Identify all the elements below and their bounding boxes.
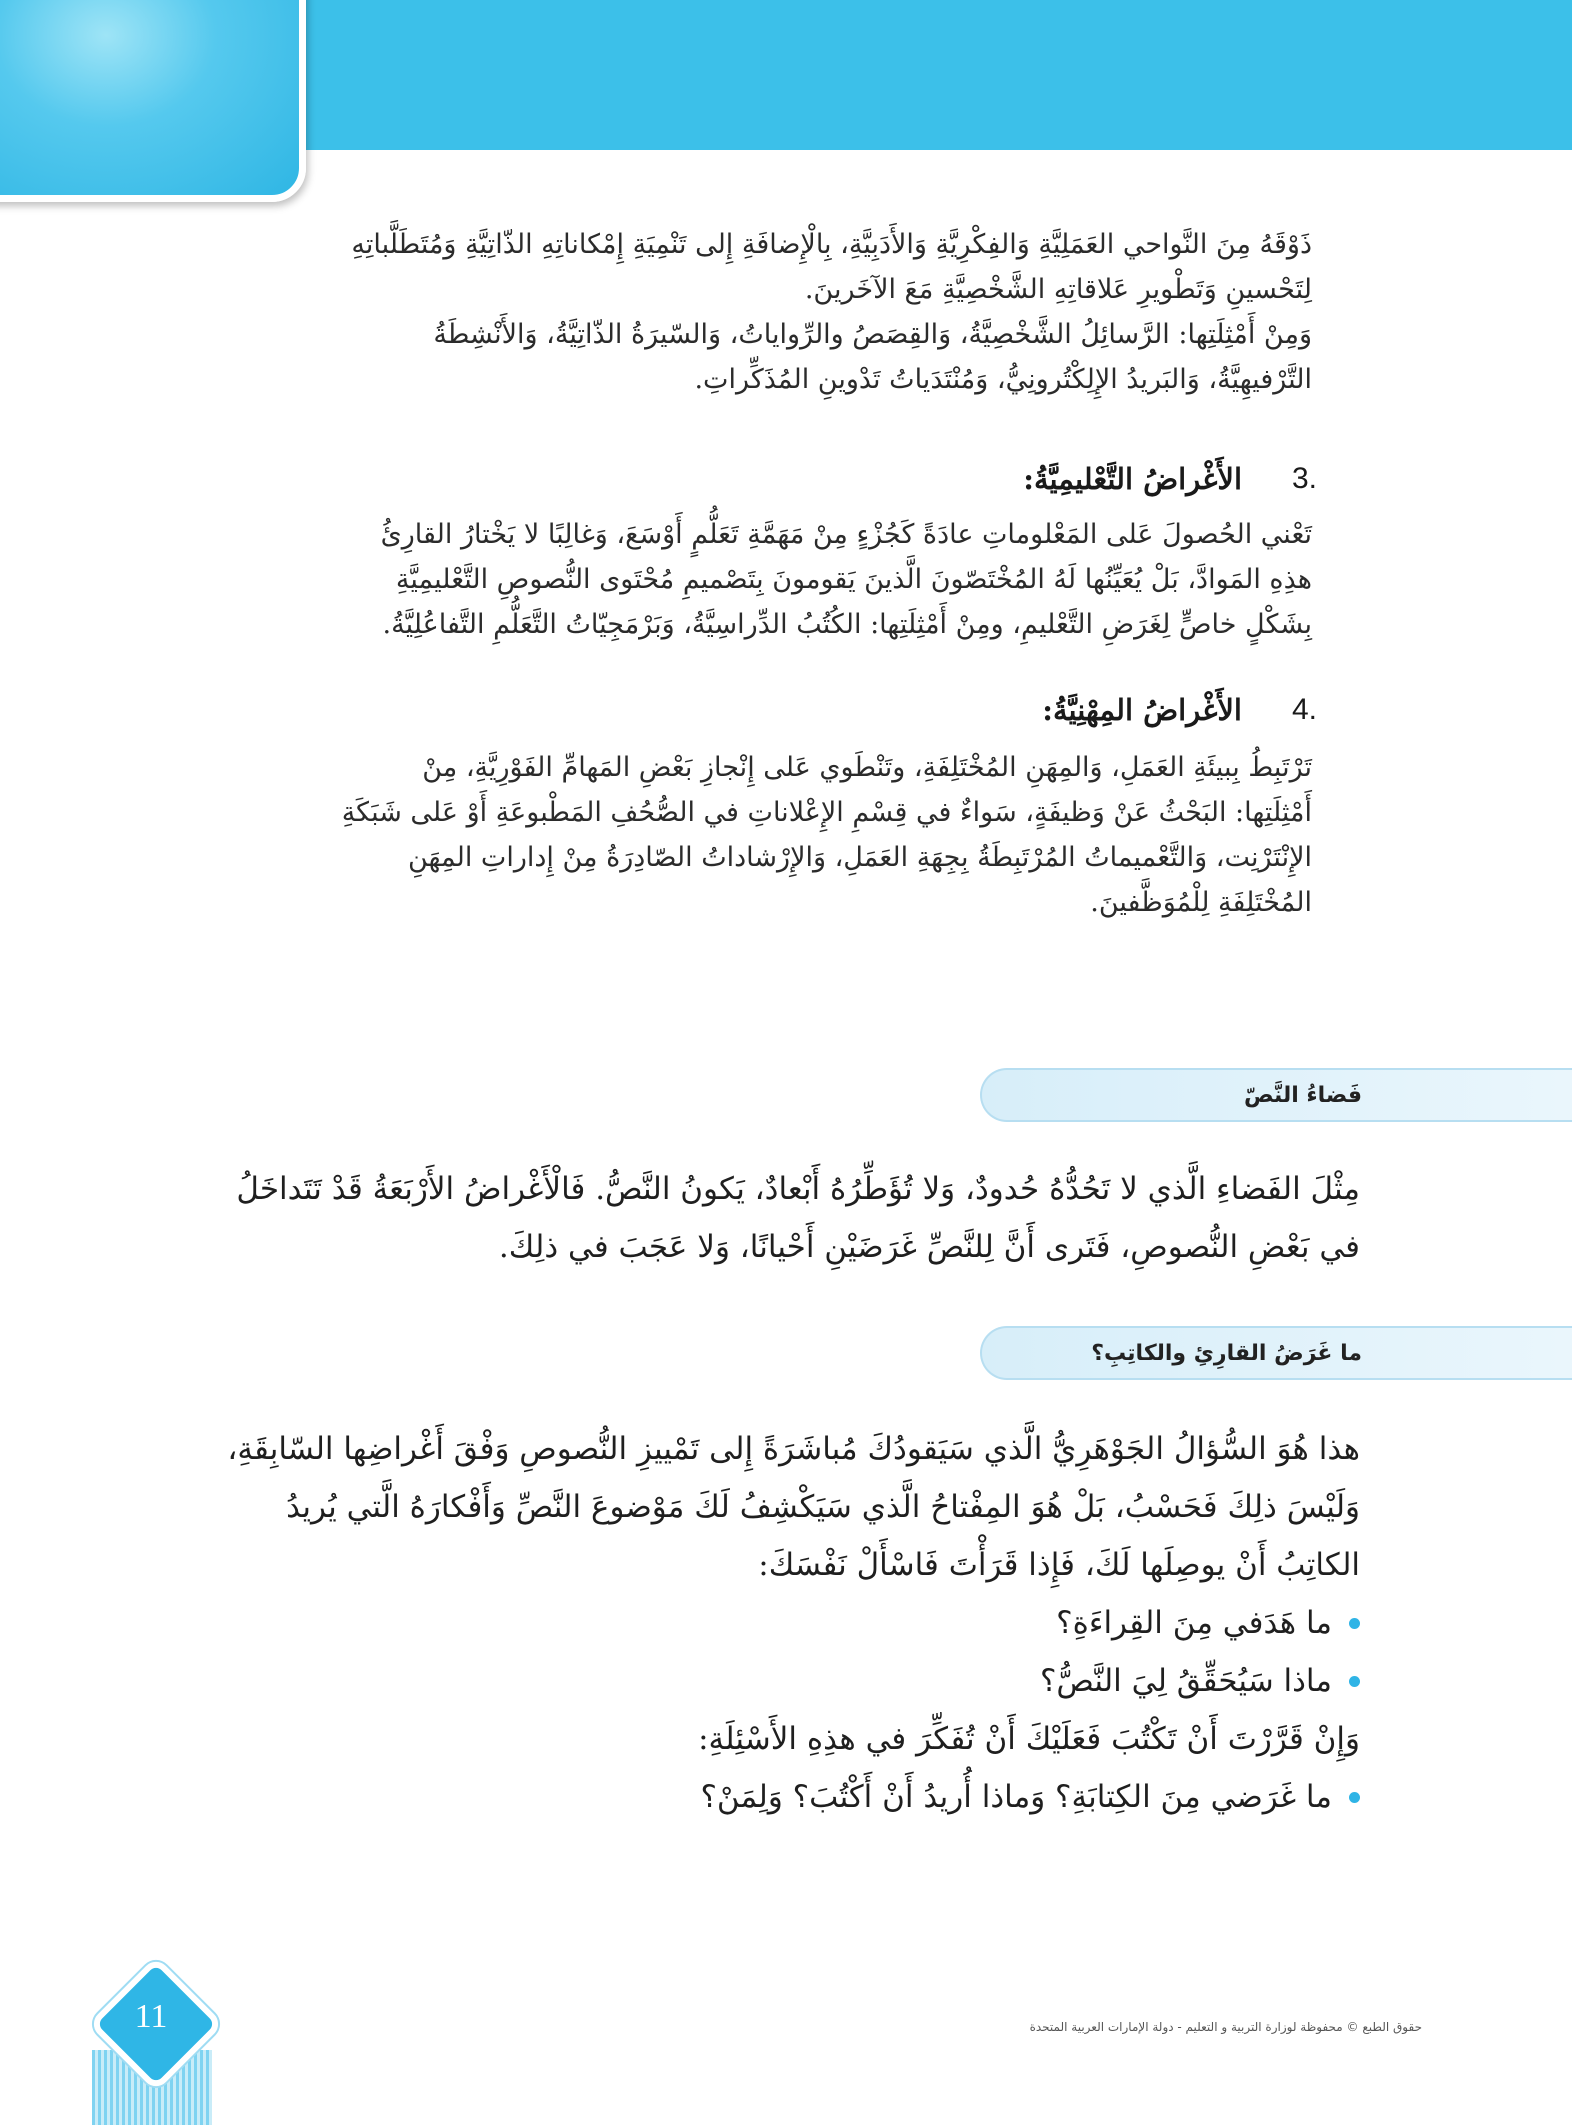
list-item: ما هَدَفي مِنَ القِراءَةِ؟ xyxy=(150,1594,1360,1652)
item-4-line: تَرْتَبِطُ بِبيئَةِ العَمَلِ، وَالمِهَنِ المُخْتَلِفَةِ، وتَنْطَوي عَلى إِنْجازِ بَعْضِ المَهامِّ الفَوْرِيَّةِ، مِنْ xyxy=(422,752,1312,783)
item-4-heading: الأَغْراضُ المِهْنِيَّةُ: xyxy=(1042,693,1242,727)
intro-line: لِتَحْسينِ وَتَطْويرِ عَلاقاتِهِ الشَّخْصِيَّةِ مَعَ الآخَرينَ. xyxy=(804,274,1312,305)
purpose-line: الكاتِبُ أَنْ يوصِلَها لَكَ، فَإِذا قَرَأْتَ فَاسْأَلْ نَفْسَكَ: xyxy=(758,1547,1360,1583)
page-number: 11 xyxy=(134,1998,168,2035)
purpose-paragraph xyxy=(150,1420,1360,1826)
item-3-line: هذِهِ المَوادَّ، بَلْ يُعَيِّنُها لَهُ المُخْتَصّونَ الَّذينَ يَقومونَ بِتَصْميمِ مُحْتَوى النُّصوصِ التَّعْليمِيَّةِ xyxy=(395,564,1312,595)
item-3-line: بِشَكْلٍ خاصٍّ لِغَرَضِ التَّعْليمِ، ومِنْ أَمْثِلَتِها: الكُتُبُ الدِّراسِيَّةُ، وَبَرْمَجِيّاتُ التَّعَلُّمِ التَّفاعُلِيَّةُ. xyxy=(382,609,1312,640)
section-header-text-space xyxy=(980,1068,1572,1122)
purpose-transition: وَإِنْ قَرَّرْتَ أَنْ تَكْتُبَ فَعَلَيْكَ أَنْ تُفَكِّرَ في هذِهِ الأَسْئِلَةِ: xyxy=(698,1721,1360,1757)
section-title: ما غَرَضُ القارِئِ والكاتِبِ؟ xyxy=(1091,1341,1362,1366)
list-item: ما غَرَضي مِنَ الكِتابَةِ؟ وَماذا أُريدُ أَنْ أَكْتُبَ؟ وَلِمَنْ؟ xyxy=(150,1768,1360,1826)
intro-paragraph xyxy=(150,222,1312,402)
item-3-number: 3. xyxy=(1292,462,1318,495)
item-4-line: أَمْثِلَتِها: البَحْثُ عَنْ وَظيفَةٍ، سَواءٌ في قِسْمِ الإِعْلاناتِ في الصُّحُفِ المَطْبوعَةِ أَوْ عَلى شَبَكَةِ xyxy=(341,797,1312,828)
intro-line: التَّرْفيهِيَّةُ، وَالبَريدُ الإِلِكْتُرونِيُّ، وَمُنْتَدَياتُ تَدْوينِ المُذَكِّراتِ. xyxy=(694,364,1312,395)
corner-decoration xyxy=(0,0,306,202)
purpose-line: وَلَيْسَ ذلِكَ فَحَسْبُ، بَلْ هُوَ المِفْتاحُ الَّذي سَيَكْشِفُ لَكَ مَوْضوعَ النَّصِّ وَأَفْكارَهُ الَّتي يُريدُ xyxy=(286,1489,1360,1525)
list-item: ماذا سَيُحَقِّقُ لِيَ النَّصُّ؟ xyxy=(150,1652,1360,1710)
section-title: فَضاءُ النَّصّ xyxy=(1243,1083,1362,1108)
text-space-line: في بَعْضِ النُّصوصِ، فَتَرى أَنَّ لِلنَّصِّ غَرَضَيْنِ أَحْيانًا، وَلا عَجَبَ في ذلِكَ. xyxy=(498,1229,1360,1265)
reading-questions-list xyxy=(150,1594,1360,1710)
item-4-line: الإِنْتَرْنِت، وَالتَّعْميماتُ المُرْتَبِطَةُ بِجِهَةِ العَمَلِ، وَالإِرْشاداتُ الصّادِرَةُ مِنْ إِداراتِ المِهَنِ xyxy=(408,842,1312,873)
text-space-paragraph xyxy=(150,1160,1360,1276)
copyright-footer: حقوق الطبع © محفوظة لوزارة التربية و التعليم - دولة الإمارات العربية المتحدة xyxy=(1029,2020,1422,2034)
writing-questions-list xyxy=(150,1768,1360,1826)
item-4-body xyxy=(150,745,1312,925)
item-3-heading: الأَغْراضُ التَّعْليمِيَّةُ: xyxy=(1023,462,1242,496)
item-4-line: المُخْتَلِفَةِ لِلْمُوَظَّفينَ. xyxy=(1090,887,1312,918)
page-number-badge xyxy=(92,1960,210,2078)
intro-line: وَمِنْ أَمْثِلَتِها: الرَّسائِلُ الشَّخْصِيَّةُ، وَالقِصَصُ والرِّواياتُ، وَالسّيرَةُ الذّاتِيَّةُ، وَالأَنْشِطَةُ xyxy=(433,319,1312,350)
item-3-body xyxy=(150,512,1312,647)
purpose-line: هذا هُوَ السُّؤالُ الجَوْهَرِيُّ الَّذي سَيَقودُكَ مُباشَرَةً إِلى تَمْييزِ النُّصوصِ وَفْقَ أَغْراضِها السّابِقَةِ، xyxy=(227,1431,1360,1467)
intro-line: ذَوْقَهُ مِنَ النَّواحي العَمَلِيَّةِ وَالفِكْرِيَّةِ وَالأَدَبِيَّةِ، بِالْإِضافَةِ إِلى تَنْمِيَةِ إِمْكاناتِهِ الذّاتِيَّةِ وَمُتَطَلَّباتِهِ xyxy=(351,229,1312,260)
item-3-line: تَعْني الحُصولَ عَلى المَعْلوماتِ عادَةً كَجُزْءٍ مِنْ مَهَمَّةِ تَعَلُّمٍ أَوْسَعَ، وَغالِبًا لا يَخْتارُ القارِئُ xyxy=(380,519,1312,550)
item-4-number: 4. xyxy=(1292,693,1318,726)
text-space-line: مِثْلَ الفَضاءِ الَّذي لا تَحُدُّهُ حُدودٌ، وَلا تُؤَطِّرُهُ أَبْعادٌ، يَكونُ النَّصُّ. فَالْأَغْراضُ الأَرْبَعَةُ قَدْ تَتَداخَلُ xyxy=(236,1171,1360,1207)
section-header-purpose xyxy=(980,1326,1572,1380)
